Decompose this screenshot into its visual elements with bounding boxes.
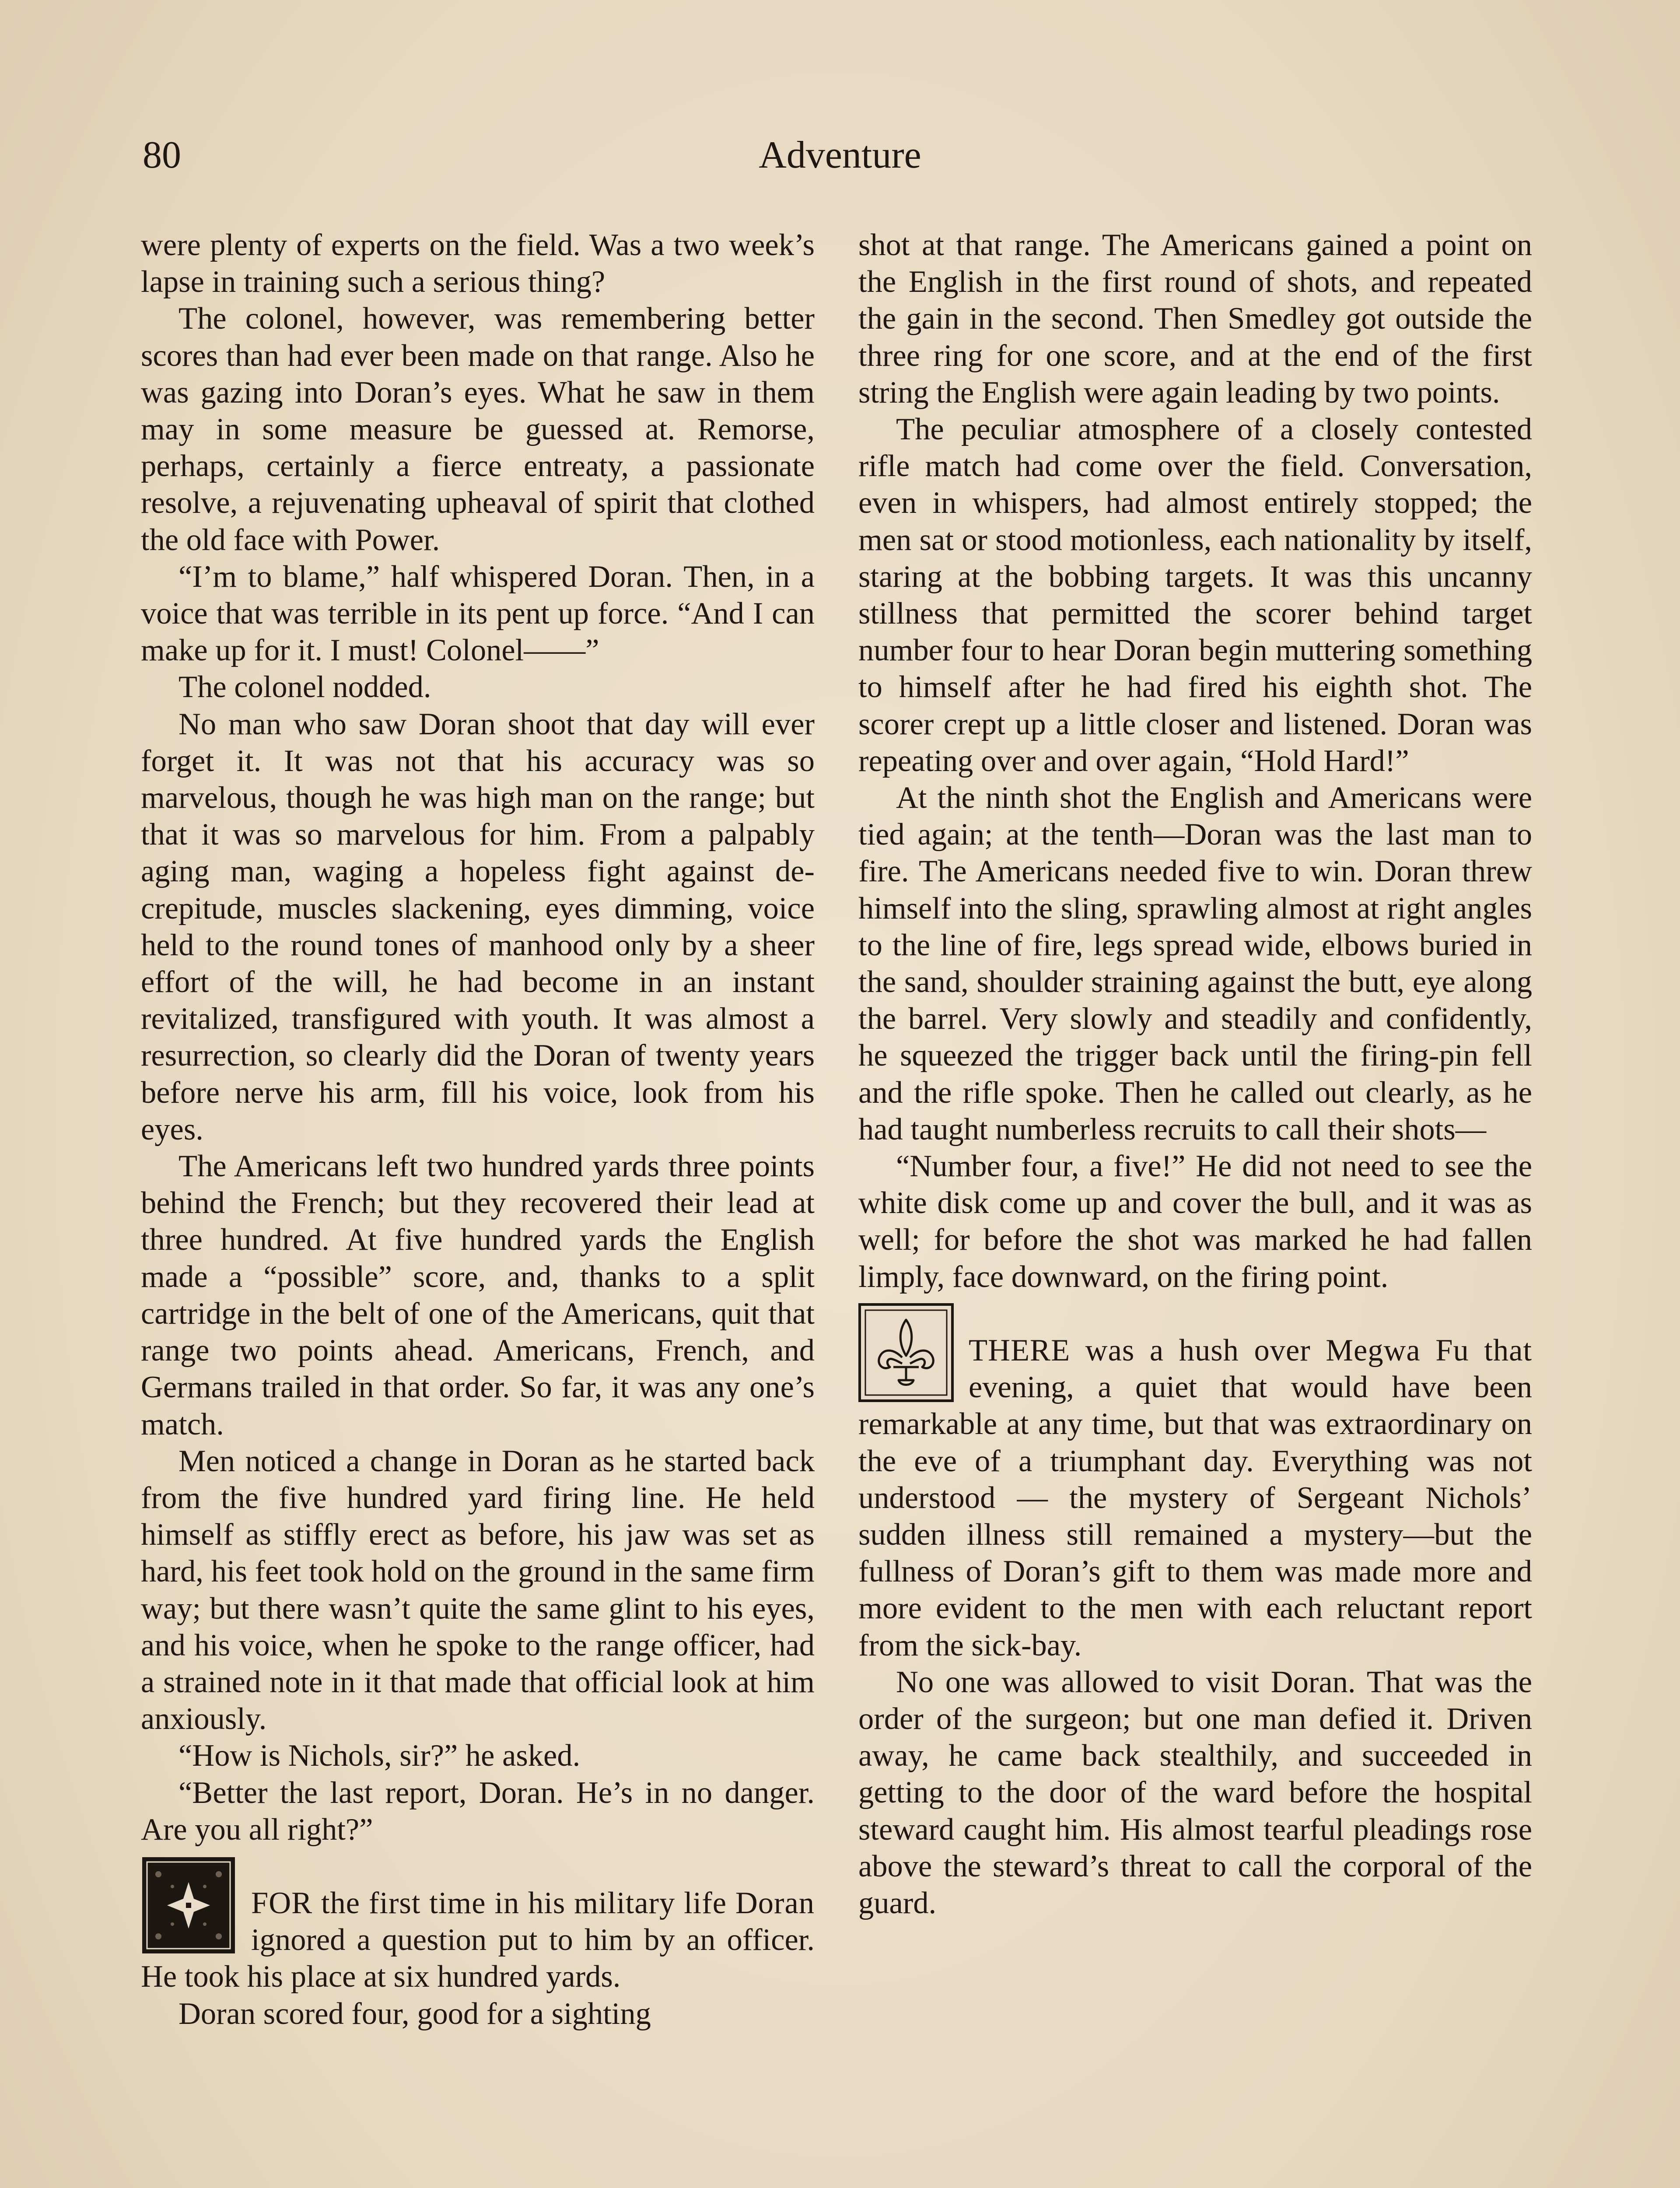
- section-paragraph: FOR the first time in his military life Doran ignored a question put to him by an officer. He took his place at six hundred yards.: [141, 1886, 815, 1994]
- paragraph: Men noticed a change in Doran as he started back from the five hundred yard firing line. He held himself as stiffly erect as before, his jaw was set as hard, his feet took hold on the ground in the same firm way; but there wasn’t quite the same glint to his eyes, and his voice, when he spoke to the range officer, had a strained note in it that made that official look at him anxiously.: [141, 1444, 815, 1736]
- paragraph: The peculiar atmosphere of a closely contested rifle match had come over the field. Conversation, even in whispers, had almost entirely stopped; the men sat or stood motionless, each nationality by itself, staring at the bobbing targets. It was this uncanny stillness that permitted the scorer behind target number four to hear Doran begin muttering something to himself after he had fired his eighth shot. The scorer crept up a little closer and listened. Doran was repeating over and over again, “Hold Hard!”: [858, 412, 1532, 778]
- paragraph: No one was allowed to visit Doran. That was the order of the surgeon; but one man defied it. Driven away, he came back stealthily, and succeeded in getting to the door of the ward before the hospital steward caught him. His almost tearful pleadings rose above the steward’s threat to call the corporal of the guard.: [858, 1665, 1532, 1920]
- left-column: [141, 227, 815, 2032]
- running-head: Adventure: [759, 134, 921, 176]
- paragraph: Doran scored four, good for a sighting: [178, 1996, 651, 2031]
- cross-ornament-icon: [141, 1856, 236, 1955]
- page-number: 80: [143, 134, 181, 176]
- paragraph: No man who saw Doran shoot that day will ever forget it. It was not that his accuracy was so marvelous, though he was high man on the range; but that it was so marvelous for him. From a palpably aging man, waging a hopeless fight against decrepitude, muscles slackening, eyes dimming, voice held to the round tones of manhood only by a sheer effort of the will, he had become in an instant revitalized, transfigured with youth. It was almost a resurrection, so clearly did the Doran of twenty years before nerve his arm, fill his voice, look from his eyes.: [141, 707, 815, 1147]
- page-header: [140, 131, 1540, 179]
- paragraph: “Better the last report, Doran. He’s in no danger. Are you all right?”: [141, 1775, 815, 1847]
- paragraph: “Number four, a five!” He did not need to see the white disk come up and cover the bull, and it was as well; for before the shot was marked he had fallen limply, face downward, on the firing point.: [858, 1149, 1532, 1294]
- right-column: [858, 227, 1532, 1922]
- paragraph: “I’m to blame,” half whispered Doran. Then, in a voice that was terrible in its pent up force. “And I can make up for it. I must! Colonel——”: [141, 559, 815, 668]
- paragraph: The colonel, however, was remembering better scores than had ever been made on that range. Also he was gazing into Doran’s eyes. What he saw in them may in some measure be guessed at. Remorse, perhaps, certainly a fierce entreaty, a passionate resolve, a rejuvenating upheaval of spirit that clothed the old face with Power.: [141, 302, 815, 557]
- fleur-de-lis-icon: [858, 1303, 954, 1402]
- paragraph: “How is Nichols, sir?” he asked.: [178, 1739, 581, 1773]
- section-paragraph: THERE was a hush over Megwa Fu that evening, a quiet that would have been remarkable at any time, but that was extraordinary on the eve of a triumphant day. Everything was not understood — the mystery of Sergeant Nichols’ sudden illness still remained a mystery—but the fullness of Doran’s gift to them was made more and more evident to the men with each reluctant report from the sick-bay.: [858, 1333, 1532, 1662]
- paragraph: The Americans left two hundred yards three points behind the French; but they recovered their lead at three hundred. At five hundred yards the English made a “possible” score, and, thanks to a split cartridge in the belt of one of the Americans, quit that range two points ahead. Americans, French, and Germans trailed in that order. So far, it was any one’s match.: [141, 1149, 815, 1441]
- paragraph: shot at that range. The Americans gained a point on the English in the first round of shots, and repeated the gain in the second. Then Smedley got outside the three ring for one score, and at the end of the first string the English were again leading by two points.: [858, 228, 1532, 410]
- paragraph: At the ninth shot the English and Americans were tied again; at the tenth—Doran was the last man to fire. The Americans needed five to win. Doran threw himself into the sling, sprawling almost at right angles to the line of fire, legs spread wide, elbows buried in the sand, shoulder straining against the butt, eye along the barrel. Very slowly and steadily and confidently, he squeezed the trigger back until the firing-pin fell and the rifle spoke. Then he called out clearly, as he had taught numberless recruits to call their shots—: [858, 781, 1532, 1147]
- paragraph: were plenty of experts on the field. Was a two week’s lapse in training such a serious thing?: [141, 228, 815, 299]
- paragraph: The colonel nodded.: [178, 670, 431, 705]
